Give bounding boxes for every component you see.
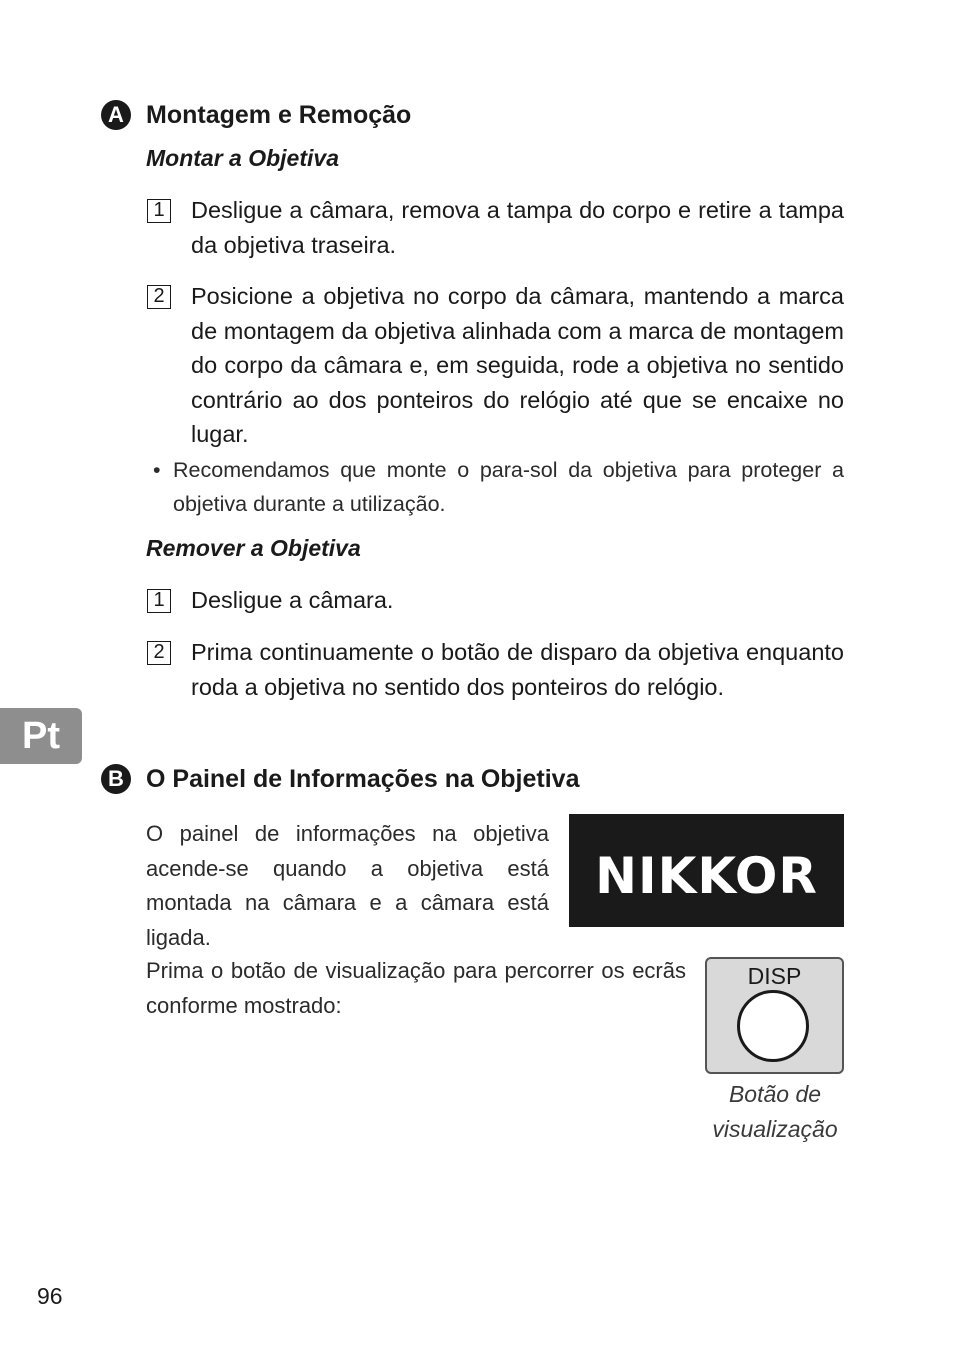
- disp-button[interactable]: [705, 957, 844, 1074]
- section-b-title: O Painel de Informações na Objetiva: [146, 765, 580, 793]
- disp-caption-line-1: Botão de: [728, 1081, 822, 1107]
- page-number: 96: [37, 1283, 63, 1309]
- remove-step-1-number: 1: [147, 589, 171, 613]
- disp-button-circle-icon: [737, 990, 809, 1062]
- remove-step-1-text: Desligue a câmara.: [191, 587, 394, 613]
- mount-step-2-number: 2: [147, 285, 171, 309]
- mount-subtitle: Montar a Objetiva: [146, 145, 339, 171]
- remove-step-2-text: Prima continuamente o botão de disparo da objetiva enquanto roda a objetiva no sentido dos ponteiros do relógio.: [191, 639, 844, 700]
- mount-step-1-number: 1: [147, 199, 171, 223]
- disp-paragraph: Prima o botão de visualização para percorrer os ecrãs conforme mostrado:: [146, 958, 686, 1018]
- remove-subtitle: Remover a Objetiva: [146, 535, 361, 561]
- mount-note: Recomendamos que monte o para-sol da objetiva para proteger a objetiva durante a utilização.: [173, 458, 844, 516]
- lens-info-panel: [569, 814, 844, 927]
- language-tab: Pt: [0, 708, 82, 764]
- section-a-badge: A: [101, 100, 131, 130]
- mount-step-2-text: Posicione a objetiva no corpo da câmara, mantendo a marca de montagem da objetiva alinhada com a marca de montagem do corpo da câmara e, em seguida, rode a objetiva no sentido contrário ao dos ponteiros do relógio até que se encaixe no lugar.: [191, 283, 844, 448]
- disp-button-label: DISP: [747, 963, 802, 989]
- section-a-title: Montagem e Remoção: [146, 101, 412, 129]
- nikkor-display: [569, 814, 844, 927]
- nikkor-display-text: NIKKOR: [595, 847, 818, 905]
- remove-step-2-number: 2: [147, 641, 171, 665]
- section-b-badge: B: [101, 764, 131, 794]
- disp-caption-line-2: visualização: [712, 1116, 838, 1142]
- disp-caption: [690, 1077, 860, 1147]
- bullet-icon: •: [153, 458, 161, 482]
- mount-step-1-text: Desligue a câmara, remova a tampa do corpo e retire a tampa da objetiva traseira.: [191, 197, 844, 258]
- info-panel-paragraph: O painel de informações na objetiva acende-se quando a objetiva está montada na câmara e a câmara está ligada.: [146, 821, 549, 950]
